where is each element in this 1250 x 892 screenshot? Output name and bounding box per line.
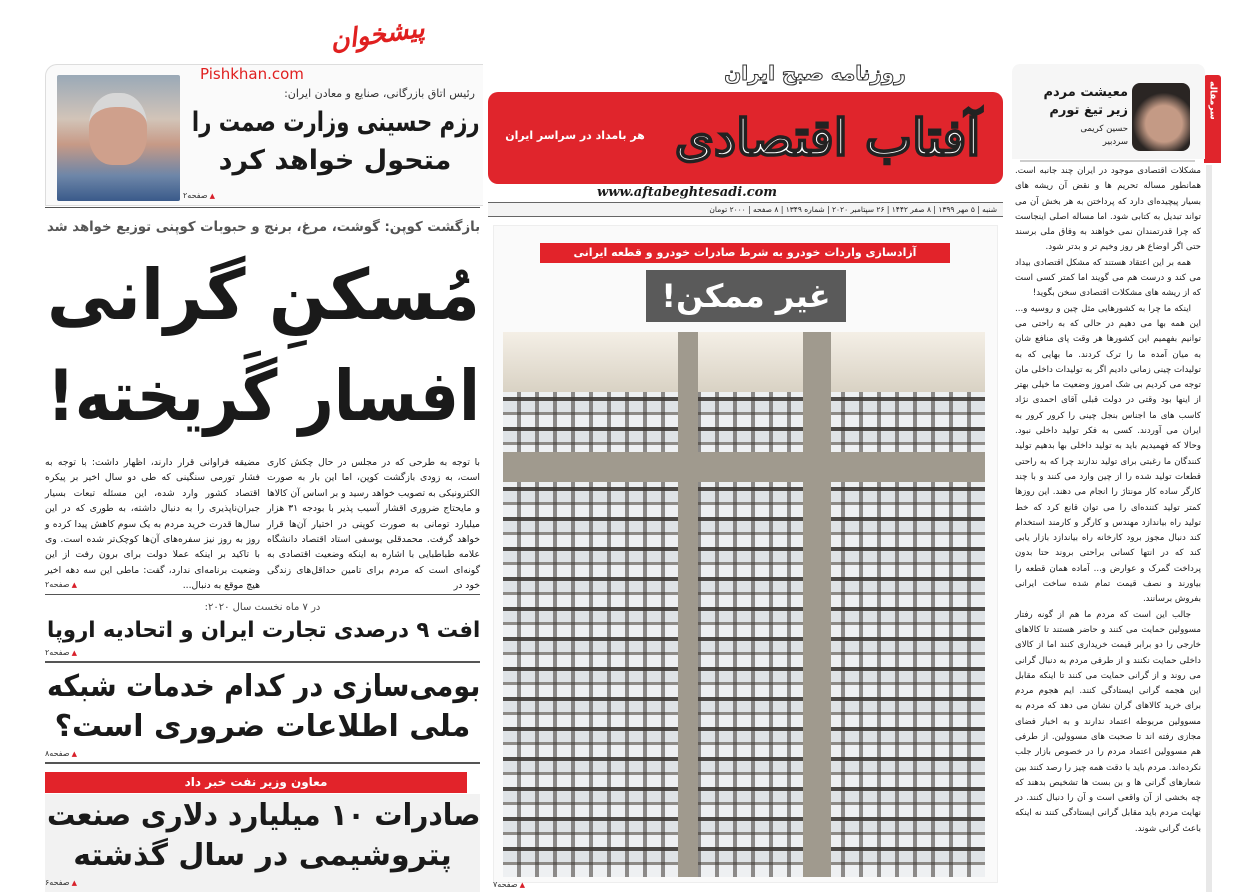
center-page-ref: ▲ صفحه۷ bbox=[493, 880, 543, 889]
network-page-ref: ▲ صفحه۸ bbox=[45, 749, 95, 758]
pishkhan-watermark-script: پیشخوان bbox=[328, 13, 427, 57]
main-headline-2[interactable]: افسار گَریخته! bbox=[47, 355, 480, 437]
editorial-title-2-wrap bbox=[1020, 102, 1128, 119]
masthead-dateline: شنبه | ۵ مهر ۱۳۹۹ | ۸ صفر ۱۴۴۲ | ۲۶ سپتامبر ۲۰۲۰ | شماره ۱۳۴۹ | ۸ صفحه | ۲۰۰۰ تومان bbox=[709, 205, 997, 214]
photo-sky bbox=[503, 332, 985, 392]
coupon-kicker-wrap bbox=[45, 219, 480, 236]
top-story-page-ref: ▲ صفحه۲ bbox=[183, 191, 233, 200]
petro-headline-1[interactable]: صادرات ۱۰ میلیارد دلاری صنعت bbox=[46, 798, 480, 833]
masthead-logo-wrap bbox=[660, 96, 995, 180]
divider bbox=[45, 594, 480, 595]
pishkhan-watermark-url: Pishkhan.com bbox=[200, 65, 304, 83]
editorial-paragraph: مشکلات اقتصادی موجود در ایران چند جانبه است. همانطور مساله تحریم ها و نقض آن ریشه های بسیار پیچیده‌ای دارد که پرداختن به هر بخش آن می تواند تبدیل به کتابی شود. اما مساله اصلی اینجاست که چرا قدرتمندان نمی خواهند به وفاق ملی برسند حتی اگر اوضاع هر روز وخیم تر و بدتر شود. bbox=[1015, 166, 1201, 253]
editorial-author: حسین کریمی bbox=[1080, 124, 1128, 134]
top-story-headline-2-wrap bbox=[190, 144, 480, 178]
petro-kicker: معاون وزیر نفت خبر داد bbox=[184, 775, 328, 789]
petro-kicker-bar bbox=[45, 772, 467, 793]
network-headline-1[interactable]: بومی‌سازی در کدام خدمات شبکه bbox=[46, 669, 480, 704]
editorial-paragraph: همه بر این اعتقاد هستند که مشکل اقتصادی بیداد می کند و درست هم می گویند اما کمتر کسی است که از ریشه های مشکلات اقتصادی سخن بگوید! bbox=[1015, 257, 1201, 299]
top-story-headline-1[interactable]: رزم حسینی وزارت صمت را bbox=[192, 107, 480, 138]
photo-road bbox=[803, 332, 831, 877]
network-headline-2[interactable]: ملی اطلاعات ضروری است؟ bbox=[54, 709, 471, 744]
divider bbox=[1020, 160, 1195, 162]
petro-headline-2[interactable]: پتروشیمی در سال گذشته bbox=[73, 838, 452, 873]
trade-kicker: در ۷ ماه نخست سال ۲۰۲۰: bbox=[204, 602, 321, 613]
editorial-tab bbox=[1204, 75, 1221, 163]
author-photo bbox=[1132, 83, 1190, 151]
center-headline[interactable]: غیر ممکن! bbox=[661, 277, 831, 315]
photo-road bbox=[678, 332, 698, 877]
car-parking-photo[interactable] bbox=[503, 332, 985, 877]
center-strap bbox=[540, 243, 950, 263]
center-strap-text: آزادسازی واردات خودرو به شرط صادرات خودرو و قطعه ایرانی bbox=[573, 246, 917, 259]
editorial-body bbox=[1015, 164, 1201, 892]
masthead-tagline-top: روزنامه صبح ایران bbox=[724, 61, 906, 85]
network-headline-2-wrap bbox=[45, 708, 480, 746]
photo-road bbox=[503, 452, 985, 482]
editorial-title-1-wrap bbox=[1020, 84, 1128, 101]
masthead-tagline-top-wrap bbox=[700, 60, 930, 86]
masthead-website[interactable]: www.aftabeghtesadi.com bbox=[597, 185, 778, 200]
center-headline-box bbox=[646, 270, 846, 322]
editorial-role: سردبیر bbox=[1102, 137, 1128, 147]
editorial-column-rule bbox=[1206, 165, 1212, 892]
trade-kicker-wrap bbox=[45, 601, 480, 614]
network-headline-1-wrap bbox=[45, 668, 480, 706]
masthead-tagline-inner: هر بامداد در سراسر ایران bbox=[505, 129, 645, 142]
top-story-headline-1-wrap bbox=[190, 106, 480, 140]
main-story-body-right: با توجه به طرحی که در مجلس در حال چکش کاری است، به زودی بازگشت کوپن، اما این بار به صورت الکترونیکی به تصویب خواهد رسید و بر اساس آن کالاها و مایحتاج ضروری اقشار آسیب پذیر با بودجه ۳۱ هزار میلیارد تومانی به صورت کوپنی در اختیار آن‌ها قرار خواهد گرفت. محمدقلی یوسفی استاد اقتصاد دانشگاه علامه طباطبایی با اشاره به اینکه وضعیت اقتصادی به گونه‌ای است که مردم برای تامین حداقل‌های زندگی خود در bbox=[267, 457, 480, 592]
divider bbox=[45, 661, 480, 663]
main-headline-2-wrap bbox=[45, 346, 480, 446]
editorial-title-1[interactable]: معیشت مردم bbox=[1043, 85, 1128, 100]
editorial-title-2[interactable]: زیر تیغ تورم bbox=[1049, 103, 1128, 118]
top-story-kicker-wrap bbox=[190, 87, 475, 101]
editorial-tab-label: سرمقاله bbox=[1207, 81, 1218, 120]
petro-headline-2-wrap bbox=[45, 837, 480, 875]
masthead-logo[interactable]: آفتاب اقتصادی bbox=[674, 108, 981, 167]
divider bbox=[45, 762, 480, 764]
main-story-page-ref: ▲ صفحه۲ bbox=[45, 580, 95, 589]
masthead-tagline-inner-wrap bbox=[496, 128, 654, 144]
trade-headline-wrap bbox=[45, 617, 480, 645]
editorial-paragraph: اینکه ما چرا به کشورهایی مثل چین و روسیه و... این همه بها می دهیم در حالی که به راحتی می توانیم بفهمیم این کشورها هر وقت پای منافع شان به میان آمده ما را ترک کردند. ما بهایی که به تولیدات چینی زمانی دادیم اگر به تولیدات داخلی مان توجه می کردیم بی شک امروز وضعیت ما خیلی بهتر از اینها بود وقتی در دولت قبلی آقای احمدی نژاد کاسب های ما اجناس بنجل چینی را کرور کرور به ایران می آوردند. کسی به فکر تولید داخلی نبود. وحالا که فهمیدیم باید به تولید داخلی بها بدهیم تولید کنندگان ما رغبتی برای تولید ندارند چرا که به راحتی قطعات تولید شده را از چین وارد می کنند و با چند کارگر ساده کار مونتاژ را انجام می دهند. این روزها کمتر تولید کننده‌ای را می توان قانع کرد که خط تولید راه بیاندازد مهندس و کارگر و کارمند استخدام کند دنبال مجوز برود کارخانه راه بیاندازد بازار یابی کند که در انتها کسانی براحتی بروند حتا بدون پرداخت گمرک و عوارض و... آماده همان قطعه را بیاورند و نصف قیمت تمام شده ساخت ایرانی بفروش برسانند. bbox=[1015, 303, 1201, 605]
petro-headline-1-wrap bbox=[45, 797, 480, 835]
trade-headline[interactable]: افت ۹ درصدی تجارت ایران و اتحادیه اروپا bbox=[46, 618, 480, 643]
masthead-dateline-wrap bbox=[488, 202, 1003, 217]
top-story-kicker: رئیس اتاق بازرگانی، صنایع و معادن ایران: bbox=[284, 87, 475, 100]
top-story-headline-2[interactable]: متحول خواهد کرد bbox=[218, 145, 452, 176]
petro-page-ref: ▲ صفحه۶ bbox=[45, 878, 95, 887]
coupon-kicker[interactable]: بازگشت کوپن: گوشت، مرغ، برنج و حبوبات کوپنی توزیع خواهد شد bbox=[46, 219, 480, 235]
trade-page-ref: ▲ صفحه۲ bbox=[45, 648, 95, 657]
main-headline-1-wrap bbox=[45, 245, 480, 345]
editorial-paragraph: جالب این است که مردم ما هم از گونه رفتار مسوولین حمایت می کنند و حاضر هستند تا کالاهای خارجی را دو برابر قیمت خریداری کنند اما از کالای داخلی حمایت نکنند و از طرفی مردم به دنبال گرانی می روند و از گرانی حمایت می کنند تا اینکه مقابل این هجمه گرانی ایستادگی کنند. ایم هجوم مردم برای خرید کالاهای گران نشان می دهد که مردم به مسوولین مربوطه اعتماد ندارند و به اخبار فضای مجازی رفته اند تا صحبت های مسوولین. از طرفی هم مسوولین اعتماد مردم را در خصوص بازار جلب نکرده‌اند. مردم باید با دقت همه چیز را رصد کنند بین شعارهای گرانی ها و بن بست ها تشخیص بدهند که چه بخشی از آن واقعی است و آن را دنبال کنند. در نهایت مردم باید مقابل گرانی ایستادگی کنند نه اینکه باعث گرانی شوند. bbox=[1015, 609, 1201, 834]
main-headline-1[interactable]: مُسکنِ گرانی bbox=[47, 254, 480, 336]
main-story-body-left: مضیقه فراوانی قرار دارند، اظهار داشت: با توجه به فشار تورمی سنگینی که طی دو سال اخیر بر پیکره اقتصاد کشور وارد شده، این مسئله تبعات بسیار جبران‌ناپذیری را به دنبال داشته، به طوری که در این سال‌ها قدرت خرید مردم به یک سوم کاهش پیدا کرده و روز به روز نیز سفره‌های آن‌ها کوچک‌تر شده است. وی با تاکید بر اینکه عملا دولت برای برون رفت از این وضعیت برنامه‌ای ندارد، گفت: ماطی این سه دهه اخیر هیچ موقع به دنبال... bbox=[45, 457, 260, 592]
divider bbox=[45, 207, 480, 208]
